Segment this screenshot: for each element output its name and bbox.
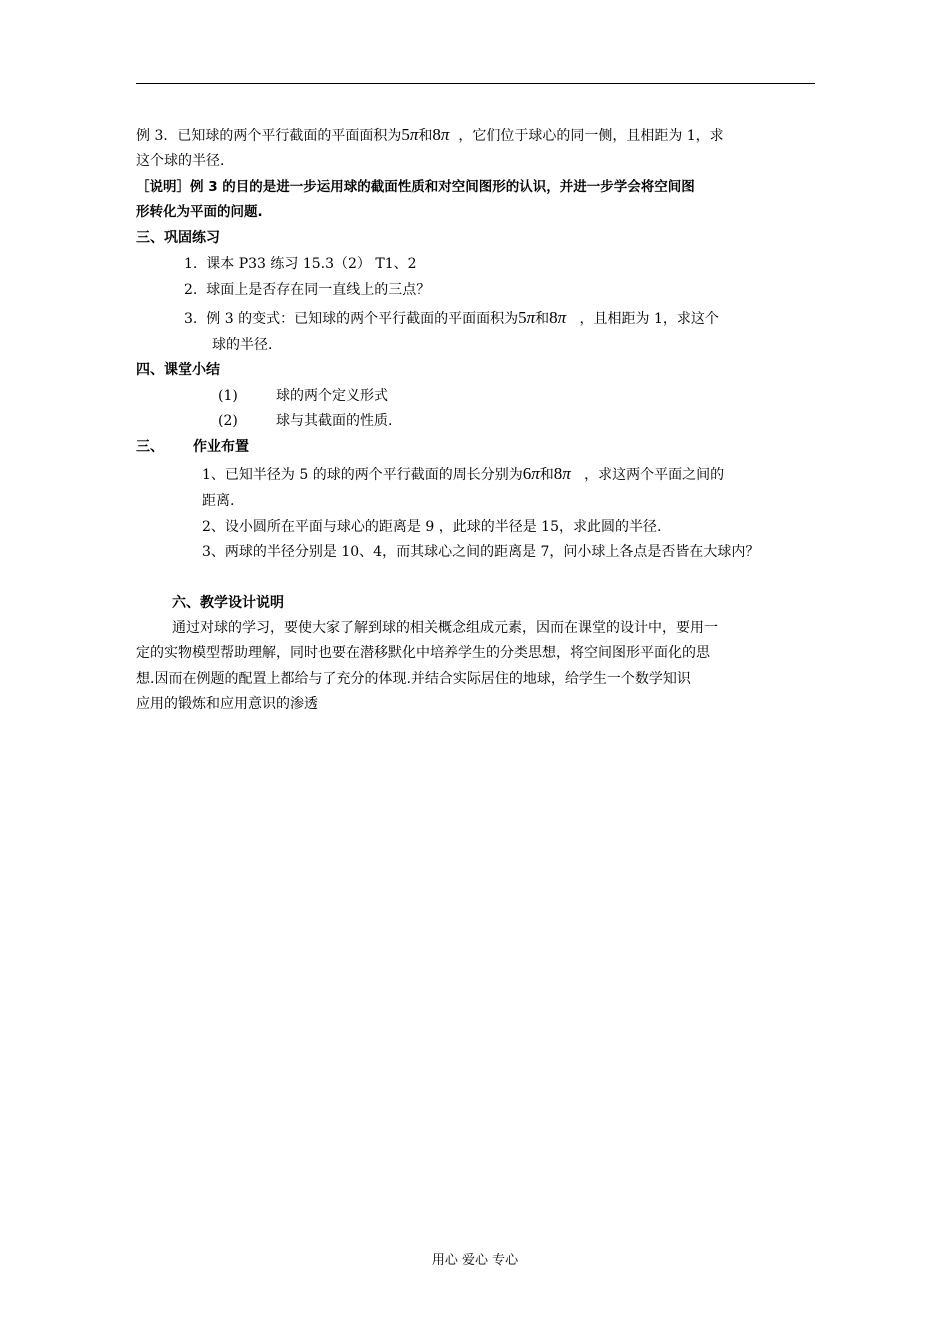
math-6pi: 6π	[522, 464, 540, 483]
math-5pi: 5π	[518, 308, 536, 327]
item-and: 和	[539, 467, 554, 483]
list-item: 2、设小圆所在平面与球心的距离是 9 ，此球的半径是 15，求此圆的半径.	[202, 519, 662, 535]
item-text: 课本 P33 练习 15.3（2） T1、2	[206, 256, 417, 272]
list-item	[184, 308, 719, 329]
item-text: 球面上是否存在同一直线上的三点？	[206, 282, 431, 298]
math-8pi: 8π	[432, 125, 450, 144]
section5-number: 三、	[136, 439, 164, 455]
item-number: (1)	[218, 388, 238, 404]
section3-heading: 三、巩固练习	[136, 230, 220, 246]
item-text-cont: ，且相距为 1，求这个	[579, 311, 719, 327]
item-text-cont: ，求这两个平面之间的	[584, 467, 725, 483]
list-item	[218, 386, 238, 406]
list-item	[184, 254, 417, 274]
item-number: 1.	[184, 256, 198, 272]
list-item	[218, 411, 238, 431]
note-line2: 形转化为平面的问题.	[136, 204, 263, 220]
example3-and: 和	[418, 128, 433, 144]
math-8pi: 8π	[549, 308, 567, 327]
section6-heading: 六、教学设计说明	[172, 595, 284, 611]
paragraph-line: 定的实物模型帮助理解，同时也要在潜移默化中培养学生的分类思想，将空间图形平面化的思	[136, 645, 710, 661]
math-5pi: 5π	[401, 125, 419, 144]
list-item	[184, 280, 430, 300]
item-number: 2.	[184, 282, 198, 298]
section4-heading: 四、课堂小结	[136, 362, 220, 378]
section5-heading: 作业布置	[193, 439, 249, 455]
paragraph-line: 应用的锻炼和应用意识的渗透	[136, 696, 318, 712]
example3-text: 例 3．已知球的两个平行截面的平面面积为	[136, 128, 402, 144]
item-text: 球与其截面的性质.	[276, 413, 393, 429]
header-rule	[136, 83, 815, 84]
item-number: (2)	[218, 413, 238, 429]
example3-line2: 这个球的半径.	[136, 153, 225, 169]
list-item-cont: 距离.	[202, 493, 235, 509]
list-item	[202, 464, 724, 485]
item-text: 1、已知半径为 5 的球的两个平行截面的周长分别为	[202, 467, 523, 483]
list-item-cont: 球的半径.	[212, 337, 273, 353]
list-item: 3、两球的半径分别是 10、4，而其球心之间的距离是 7，问小球上各点是否皆在大球内？	[202, 544, 760, 560]
page-footer: 用心 爱心 专心	[431, 1253, 519, 1268]
note-line1: ［说明］例 3 的目的是进一步运用球的截面性质和对空间图形的认识，并进一步学会将空间图	[136, 179, 695, 195]
item-text: 例 3 的变式：已知球的两个平行截面的平面面积为	[206, 311, 519, 327]
item-number: 3.	[184, 311, 198, 327]
item-and: 和	[535, 311, 550, 327]
math-8pi: 8π	[553, 464, 571, 483]
paragraph-line: 想.因而在例题的配置上都给与了充分的体现.并结合实际居住的地球，给学生一个数学知识	[136, 671, 691, 687]
example3-line1	[136, 125, 724, 146]
example3-text-cont: ，它们位于球心的同一侧，且相距为 1，求	[458, 128, 724, 144]
paragraph-line: 通过对球的学习，要使大家了解到球的相关概念组成元素，因而在课堂的设计中，要用一	[172, 620, 718, 636]
item-text: 球的两个定义形式	[276, 388, 388, 404]
